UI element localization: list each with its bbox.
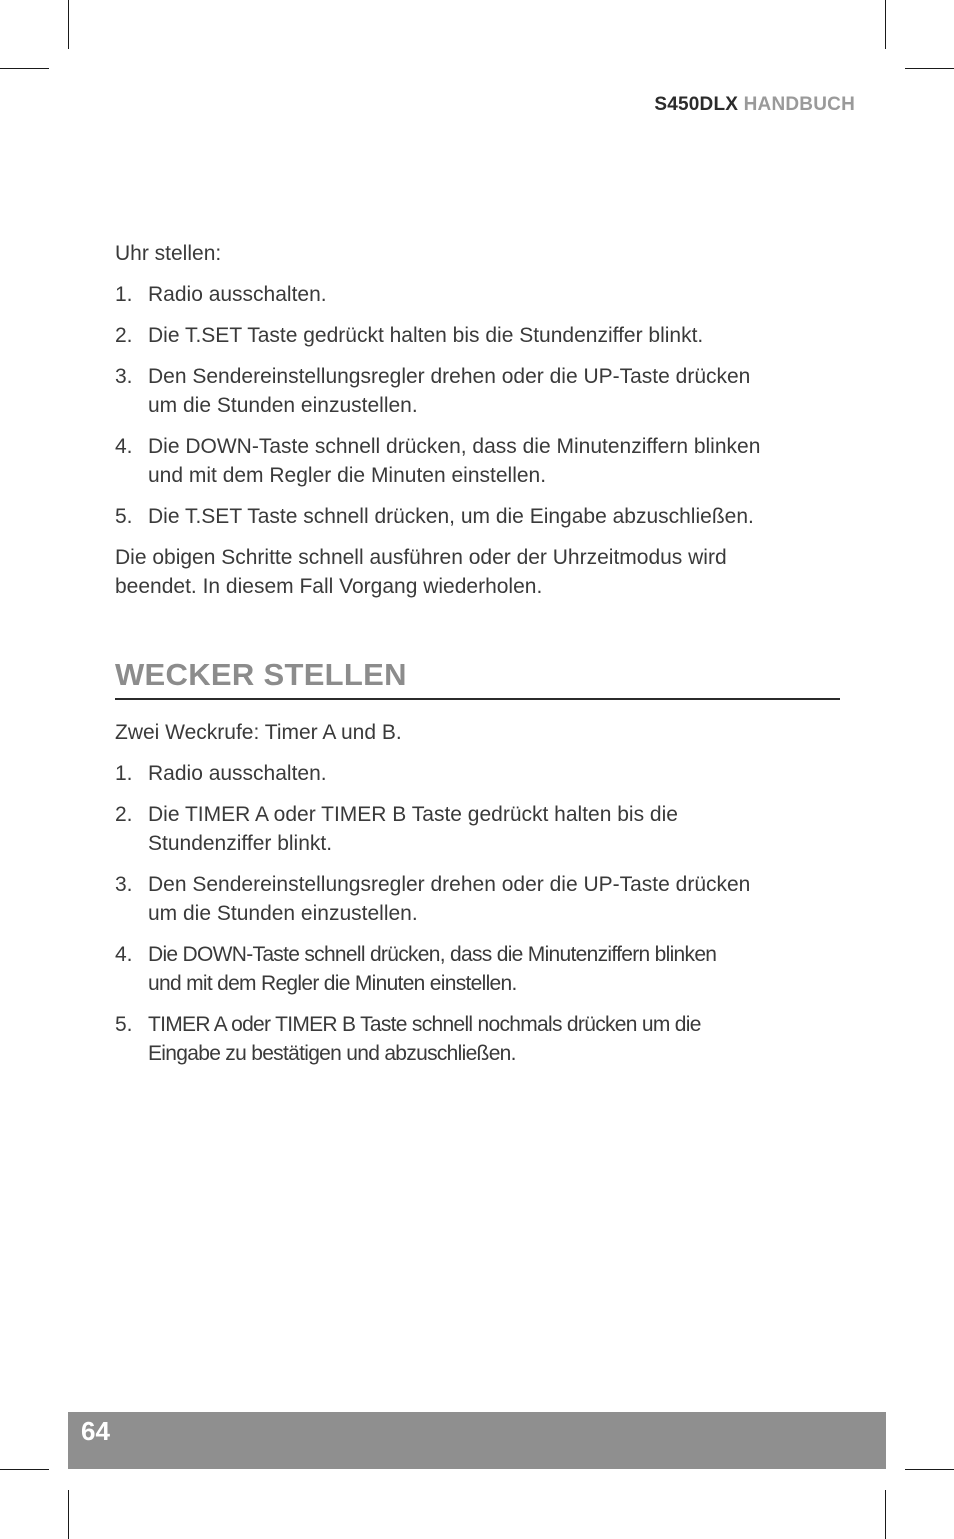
list-item <box>115 800 840 858</box>
step-text-line: und mit dem Regler die Minuten einstellen. <box>148 972 517 995</box>
list-item <box>115 280 840 309</box>
alarm-section <box>115 718 840 1068</box>
footer-bar <box>68 1412 886 1469</box>
step-text-line: um die Stunden einzustellen. <box>148 902 418 925</box>
list-item <box>115 1010 840 1068</box>
alarm-intro: Zwei Weckrufe: Timer A und B. <box>115 721 402 744</box>
step-number: 3. <box>115 365 133 388</box>
step-text-line: Die TIMER A oder TIMER B Taste gedrückt halten bis die <box>148 803 678 826</box>
step-text: Radio ausschalten. <box>148 762 327 785</box>
step-text-line: um die Stunden einzustellen. <box>148 394 418 417</box>
list-item <box>115 432 840 490</box>
clock-intro: Uhr stellen: <box>115 242 222 265</box>
crop-mark <box>0 1469 49 1470</box>
alarm-steps <box>115 759 840 1068</box>
list-item <box>115 940 840 998</box>
step-text-line: Die DOWN-Taste schnell drücken, dass die Minutenziffern blinken <box>148 943 717 966</box>
step-text-line: Den Sendereinstellungsregler drehen oder die UP-Taste drücken <box>148 873 751 896</box>
list-item <box>115 321 840 350</box>
running-header <box>654 94 855 116</box>
step-number: 5. <box>115 505 133 528</box>
step-number: 3. <box>115 873 133 896</box>
step-text: Die T.SET Taste gedrückt halten bis die Stundenziffer blinkt. <box>148 324 704 347</box>
crop-mark <box>905 1469 954 1470</box>
section-title: WECKER STELLEN <box>115 656 840 700</box>
crop-mark <box>68 1490 69 1539</box>
crop-mark <box>885 0 886 49</box>
clock-note-line: beendet. In diesem Fall Vorgang wiederholen. <box>115 575 543 598</box>
clock-section <box>115 239 840 601</box>
step-text: Radio ausschalten. <box>148 283 327 306</box>
step-text-line: TIMER A oder TIMER B Taste schnell nochmals drücken um die <box>148 1013 701 1036</box>
header-doc: HANDBUCH <box>743 94 855 115</box>
list-item <box>115 759 840 788</box>
crop-mark <box>885 1490 886 1539</box>
step-number: 4. <box>115 435 133 458</box>
step-number: 2. <box>115 803 133 826</box>
step-text: Die T.SET Taste schnell drücken, um die Eingabe abzuschließen. <box>148 505 754 528</box>
page-number: 64 <box>81 1416 110 1446</box>
step-number: 5. <box>115 1013 133 1036</box>
list-item <box>115 870 840 928</box>
step-number: 4. <box>115 943 133 966</box>
step-text-line: und mit dem Regler die Minuten einstellen. <box>148 464 547 487</box>
header-model: S450DLX <box>654 94 739 115</box>
step-number: 1. <box>115 762 133 785</box>
clock-note-line: Die obigen Schritte schnell ausführen oder der Uhrzeitmodus wird <box>115 546 727 569</box>
list-item <box>115 362 840 420</box>
list-item <box>115 502 840 531</box>
step-text-line: Eingabe zu bestätigen und abzuschließen. <box>148 1042 516 1065</box>
crop-mark <box>0 68 49 69</box>
crop-mark <box>68 0 69 49</box>
clock-steps <box>115 280 840 531</box>
step-text-line: Den Sendereinstellungsregler drehen oder die UP-Taste drücken <box>148 365 751 388</box>
step-text-line: Stundenziffer blinkt. <box>148 832 333 855</box>
step-text-line: Die DOWN-Taste schnell drücken, dass die Minutenziffern blinken <box>148 435 761 458</box>
crop-mark <box>905 68 954 69</box>
step-number: 2. <box>115 324 133 347</box>
step-number: 1. <box>115 283 133 306</box>
